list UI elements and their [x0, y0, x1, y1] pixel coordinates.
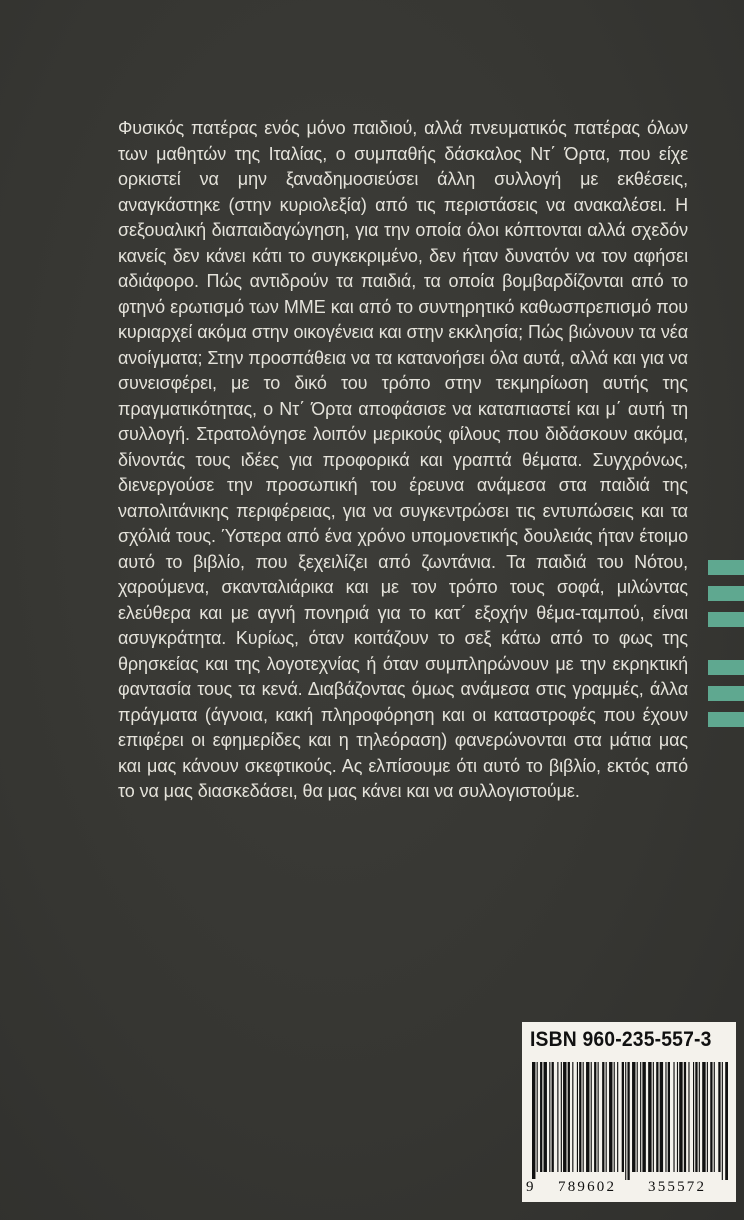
barcode-bar	[656, 1062, 658, 1172]
barcode-bar	[614, 1062, 615, 1172]
barcode-digits-right: 355572	[648, 1179, 707, 1195]
barcode-bar	[540, 1062, 542, 1172]
isbn-label: ISBN 960-235-557-3	[530, 1028, 712, 1051]
barcode-bar	[609, 1062, 612, 1172]
barcode-digits	[522, 1179, 736, 1199]
barcode-bar	[586, 1062, 589, 1172]
barcode-bar	[673, 1062, 674, 1172]
barcode-bar	[617, 1062, 618, 1172]
stripe	[708, 712, 744, 727]
barcode-bar	[702, 1062, 705, 1172]
barcode-bar	[710, 1062, 712, 1172]
barcode-bar	[591, 1062, 592, 1172]
barcode-bar	[583, 1062, 584, 1172]
barcode-bar	[632, 1062, 635, 1172]
barcode-bar	[695, 1062, 697, 1172]
barcode-bar	[699, 1062, 700, 1172]
barcode-bar	[594, 1062, 596, 1172]
barcode-bar	[677, 1062, 678, 1172]
barcode-bar	[552, 1062, 554, 1172]
barcode-panel	[522, 1022, 736, 1202]
barcode-bar	[537, 1062, 538, 1172]
barcode-bar	[622, 1062, 624, 1172]
barcode-bar	[572, 1062, 573, 1172]
barcode-bar	[561, 1062, 562, 1172]
barcode-bar	[714, 1062, 715, 1172]
barcode-bar	[577, 1062, 578, 1172]
stripe	[708, 686, 744, 701]
barcode-bar	[642, 1062, 645, 1172]
barcode-bar	[725, 1062, 728, 1180]
barcode-bar	[544, 1062, 547, 1172]
barcode-bar	[606, 1062, 607, 1172]
barcode-bar	[625, 1062, 626, 1180]
barcode-bar	[532, 1062, 535, 1180]
barcode-bar	[563, 1062, 566, 1172]
barcode-bar	[679, 1062, 682, 1172]
stripe	[708, 586, 744, 601]
barcode-icon	[530, 1062, 728, 1180]
barcode-bar	[640, 1062, 641, 1172]
barcode-bar	[718, 1062, 720, 1172]
barcode-bar	[557, 1062, 558, 1172]
barcode-digits-left: 789602	[558, 1179, 617, 1195]
barcode-bar	[579, 1062, 581, 1172]
barcode-bar	[684, 1062, 686, 1172]
stripe	[708, 612, 744, 627]
barcode-bar	[665, 1062, 666, 1172]
barcode-bar	[568, 1062, 570, 1172]
barcode-bar	[648, 1062, 651, 1172]
barcode-bar	[668, 1062, 670, 1172]
barcode-bar	[602, 1062, 604, 1172]
barcode-bar	[637, 1062, 638, 1172]
barcode-bar	[693, 1062, 694, 1172]
barcode-bar	[722, 1062, 723, 1180]
barcode-bar	[707, 1062, 708, 1172]
barcode-digit-lead: 9	[526, 1179, 534, 1195]
stripe	[708, 660, 744, 675]
stripe	[708, 560, 744, 575]
barcode-bar	[660, 1062, 663, 1172]
barcode-bar	[549, 1062, 550, 1172]
back-cover-blurb: Φυσικός πατέρας ενός μόνο παιδιού, αλλά πνευματικός πατέρας όλων των μαθητών της Ιταλίας, ο συμπαθής δάσκαλος Ντ΄ Όρτα, που είχε ορκιστεί να μην ξαναδημοσιεύσει άλλη συλλογή με εκθέσεις, αναγκάστηκε (στην κυριολεξία) από τις περιστάσεις να ανακαλέσει. Η σεξουαλική διαπαιδαγώγηση, για την οποία όλοι κόπτονται αλλά σχεδόν κανείς δεν κάνει κάτι το συγκεκριμένο, δεν ήταν δυνατόν να τον αφήσει αδιάφορο. Πώς αντιδρούν τα παιδιά, τα οποία βομβαρδίζονται από το φτηνό ερωτισμό των ΜΜΕ και από το συντηρητικό καθωσπρεπισμό που κυριαρχεί ακόμα στην οικογένεια και στην εκκλησία; Πώς βιώνουν τα νέα ανοίγματα; Στην προσπάθεια να τα κατανοήσει όλα αυτά, αλλά και για να συνεισφέρει, με το δικό του τρόπο στην τεκμηρίωση αυτής της πραγματικότητας, ο Ντ΄ Όρτα αποφάσισε να καταπιαστεί και μ΄ αυτή τη συλλογή. Στρατολόγησε λοιπόν μερικούς φίλους που διδάσκουν ακόμα, δίνοντάς τους ιδέες για προφορικά και γραπτά θέματα. Συγχρόνως, διενεργούσε την προσωπική του έρευνα ανάμεσα στα παιδιά της ναπολιτάνικης περιφέρειας, για να συγκεντρώσει τις εντυπώσεις και τα σχόλιά τους. Ύστερα από ένα χρόνο υπομονετικής δουλειάς ήταν έτοιμο αυτό το βιβλίο, που ξεχειλίζει από ζωντάνια. Τα παιδιά του Νότου, χαρούμενα, σκανταλιάρικα και με τον τρόπο τους σοφά, μιλώντας ελεύθερα και με αγνή πονηριά για το κατ΄ εξοχήν θέμα-ταμπού, είναι ασυγκράτητα. Κυρίως, όταν κοιτάζουν το σεξ κάτω από το φως της θρησκείας και της λογοτεχνίας ή όταν συμπληρώνουν με την εκρηκτική φαντασία τους τα κενά. Διαβάζοντας όμως ανάμεσα στις γραμμές, άλλα πράγματα (άγνοια, κακή πληροφόρηση και οι καταστροφές που έχουν επιφέρει οι εφημερίδες και η τηλεόραση) φανερώνονται στα μάτια μας και μας κάνουν σκεφτικούς. Ας ελπίσουμε ότι αυτό το βιβλίο, εκτός από το να μας διασκεδάσει, θα μας κάνει και να συλλογιστούμε.	[118, 118, 688, 801]
barcode-bar	[653, 1062, 654, 1172]
barcode-bar	[627, 1062, 629, 1180]
barcode-bar	[598, 1062, 599, 1172]
barcode-bar	[688, 1062, 689, 1172]
